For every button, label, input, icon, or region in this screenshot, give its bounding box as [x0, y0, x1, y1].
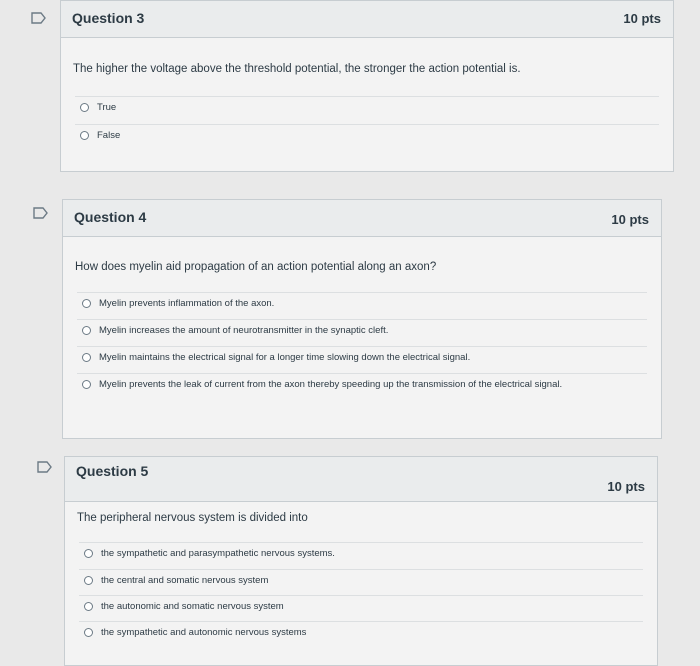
radio-button[interactable]	[84, 628, 93, 637]
flag-question-icon[interactable]	[37, 461, 53, 473]
answer-label: Myelin prevents the leak of current from the axon thereby speeding up the transmission of the electrical signal.	[99, 379, 563, 390]
radio-button[interactable]	[80, 131, 89, 140]
answer-label: True	[97, 102, 117, 113]
answer-label: False	[97, 130, 121, 141]
answer-label: the autonomic and somatic nervous system	[101, 601, 284, 612]
question-text: How does myelin aid propagation of an action potential along an axon?	[75, 261, 437, 273]
question-card	[60, 0, 674, 172]
question-title: Question 5	[76, 463, 149, 479]
question-points: 10 pts	[607, 479, 645, 494]
answer-option[interactable]	[77, 319, 647, 346]
radio-button[interactable]	[84, 549, 93, 558]
radio-button[interactable]	[82, 326, 91, 335]
question-card	[62, 199, 662, 439]
question-points: 10 pts	[623, 11, 661, 26]
answer-option[interactable]	[77, 373, 647, 413]
answer-option[interactable]	[79, 569, 643, 595]
answer-option[interactable]	[75, 96, 659, 124]
answer-label: the central and somatic nervous system	[101, 575, 269, 586]
question-title: Question 4	[74, 209, 147, 225]
answer-option[interactable]	[79, 621, 643, 649]
question-header	[65, 457, 657, 502]
flag-question-icon[interactable]	[31, 12, 47, 24]
answer-label: Myelin increases the amount of neurotransmitter in the synaptic cleft.	[99, 325, 389, 336]
question-header	[63, 200, 661, 237]
question-text: The higher the voltage above the threshold potential, the stronger the action potential is.	[73, 63, 521, 75]
answer-option[interactable]	[79, 595, 643, 621]
answer-label: Myelin maintains the electrical signal for a longer time slowing down the electrical signal.	[99, 352, 471, 363]
radio-button[interactable]	[84, 576, 93, 585]
question-title: Question 3	[72, 10, 145, 26]
flag-question-icon[interactable]	[33, 207, 49, 219]
question-points: 10 pts	[611, 212, 649, 227]
radio-button[interactable]	[80, 103, 89, 112]
answer-label: the sympathetic and parasympathetic nervous systems.	[101, 548, 335, 559]
radio-button[interactable]	[82, 299, 91, 308]
question-header	[61, 1, 673, 38]
question-text: The peripheral nervous system is divided into	[77, 512, 308, 524]
answer-option[interactable]	[77, 346, 647, 373]
radio-button[interactable]	[82, 353, 91, 362]
answer-option[interactable]	[75, 124, 659, 152]
answer-label: the sympathetic and autonomic nervous systems	[101, 627, 307, 638]
radio-button[interactable]	[84, 602, 93, 611]
answer-label: Myelin prevents inflammation of the axon.	[99, 298, 275, 309]
answer-option[interactable]	[79, 542, 643, 569]
question-card	[64, 456, 658, 666]
radio-button[interactable]	[82, 380, 91, 389]
answer-option[interactable]	[77, 292, 647, 319]
